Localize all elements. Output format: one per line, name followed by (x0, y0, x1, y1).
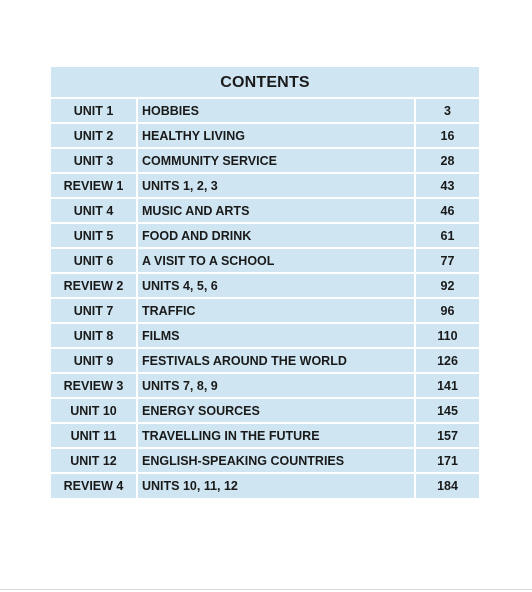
page-number: 171 (437, 453, 458, 468)
unit-label: REVIEW 4 (51, 474, 138, 498)
unit-title: UNITS 4, 5, 6 (138, 274, 416, 297)
contents-rows (51, 99, 479, 498)
unit-title: UNITS 7, 8, 9 (138, 374, 416, 397)
table-row (51, 124, 479, 149)
unit-title: UNITS 1, 2, 3 (138, 174, 416, 197)
page-number: 141 (437, 378, 458, 393)
unit-label: UNIT 10 (51, 399, 138, 422)
table-row (51, 149, 479, 174)
unit-title: ENERGY SOURCES (138, 399, 416, 422)
page-number: 28 (440, 153, 455, 168)
table-row (51, 424, 479, 449)
page-number: 61 (440, 228, 455, 243)
table-row (51, 374, 479, 399)
table-row (51, 324, 479, 349)
page-number: 126 (437, 353, 458, 368)
page-number: 3 (444, 103, 451, 118)
unit-title: MUSIC AND ARTS (138, 199, 416, 222)
unit-label: UNIT 7 (51, 299, 138, 322)
unit-label: UNIT 5 (51, 224, 138, 247)
page-number: 77 (440, 253, 455, 268)
unit-label: UNIT 9 (51, 349, 138, 372)
table-row (51, 474, 479, 498)
table-row (51, 99, 479, 124)
contents-title: CONTENTS (51, 67, 479, 99)
unit-title: FESTIVALS AROUND THE WORLD (138, 349, 416, 372)
page-number: 46 (440, 203, 455, 218)
unit-label: UNIT 6 (51, 249, 138, 272)
table-row (51, 224, 479, 249)
table-row (51, 174, 479, 199)
bottom-divider (0, 589, 532, 590)
unit-title: FILMS (138, 324, 416, 347)
unit-title: TRAFFIC (138, 299, 416, 322)
table-row (51, 399, 479, 424)
table-row (51, 449, 479, 474)
unit-label: REVIEW 2 (51, 274, 138, 297)
unit-label: UNIT 11 (51, 424, 138, 447)
unit-title: A VISIT TO A SCHOOL (138, 249, 416, 272)
unit-label: UNIT 4 (51, 199, 138, 222)
unit-label: UNIT 2 (51, 124, 138, 147)
unit-label: REVIEW 3 (51, 374, 138, 397)
page-number: 110 (437, 328, 458, 343)
page-number: 145 (437, 403, 458, 418)
unit-title: COMMUNITY SERVICE (138, 149, 416, 172)
unit-title: HOBBIES (138, 99, 416, 122)
table-row (51, 274, 479, 299)
table-row (51, 199, 479, 224)
table-row (51, 299, 479, 324)
unit-label: UNIT 8 (51, 324, 138, 347)
unit-title: HEALTHY LIVING (138, 124, 416, 147)
unit-label: REVIEW 1 (51, 174, 138, 197)
unit-title: UNITS 10, 11, 12 (138, 474, 416, 498)
page-number: 157 (437, 428, 458, 443)
contents-table (51, 67, 479, 498)
unit-title: FOOD AND DRINK (138, 224, 416, 247)
unit-title: ENGLISH-SPEAKING COUNTRIES (138, 449, 416, 472)
unit-label: UNIT 3 (51, 149, 138, 172)
table-row (51, 349, 479, 374)
page-number: 96 (440, 303, 455, 318)
table-row (51, 249, 479, 274)
page-number: 92 (440, 278, 455, 293)
unit-label: UNIT 12 (51, 449, 138, 472)
page-number: 184 (437, 479, 458, 493)
unit-label: UNIT 1 (51, 99, 138, 122)
unit-title: TRAVELLING IN THE FUTURE (138, 424, 416, 447)
page-number: 16 (440, 128, 455, 143)
page-number: 43 (440, 178, 455, 193)
